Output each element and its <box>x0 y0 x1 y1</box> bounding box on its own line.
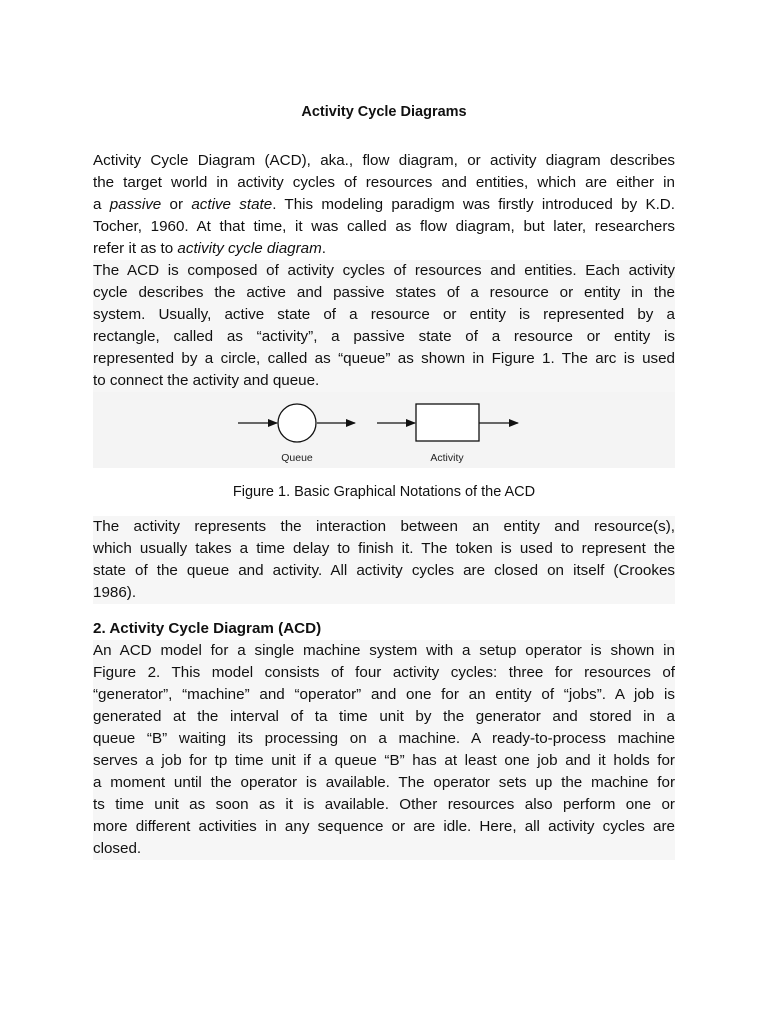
text-line: serves a job for tp time unit if a queue “B” has at least one job and it holds for <box>93 752 675 769</box>
paragraph-acd-model <box>93 640 675 860</box>
acd-notation-diagram <box>93 392 675 468</box>
text-line: refer it as to activity cycle diagram. <box>93 240 326 257</box>
text-line: cycle describes the active and passive states of a resource or entity in the <box>93 284 675 301</box>
text-line: which usually takes a time delay to finish it. The token is used to represent the <box>93 540 675 557</box>
text-line: 1986). <box>93 584 137 601</box>
activity-label: Activity <box>430 452 464 464</box>
text-line: Activity Cycle Diagram (ACD), aka., flow diagram, or activity diagram describes <box>93 152 675 169</box>
text-line: ts time unit as soon as it is available. Other resources also perform one or <box>93 796 675 813</box>
text-line: generated at the interval of ta time unit by the generator and stored in a <box>93 708 675 725</box>
activity-rectangle <box>416 404 479 441</box>
text-line: system. Usually, active state of a resource or entity is represented by a <box>93 306 675 323</box>
section-heading: 2. Activity Cycle Diagram (ACD) <box>93 620 322 637</box>
text-line: “generator”, “machine” and “operator” and one for an entity of “jobs”. A job is <box>93 686 675 703</box>
figure-1 <box>93 392 675 468</box>
page-title: Activity Cycle Diagrams <box>301 104 467 120</box>
text-line: state of the queue and activity. All activity cycles are closed on itself (Crookes <box>93 562 675 579</box>
text-line: rectangle, called as “activity”, a passive state of a resource or entity is <box>93 328 675 345</box>
text-line: to connect the activity and queue. <box>93 372 320 389</box>
text-line: The activity represents the interaction between an entity and resource(s), <box>93 518 675 535</box>
text-line: closed. <box>93 840 142 857</box>
text-line: The ACD is composed of activity cycles of resources and entities. Each activity <box>93 262 675 279</box>
figure-caption: Figure 1. Basic Graphical Notations of the ACD <box>232 484 536 500</box>
queue-label: Queue <box>281 452 313 464</box>
paragraph-activity <box>93 516 675 604</box>
text-line: more different activities in any sequence or are idle. Here, all activity cycles are <box>93 818 675 835</box>
text-line: Figure 2. This model consists of four activity cycles: three for resources of <box>93 664 675 681</box>
text-line: Tocher, 1960. At that time, it was called as flow diagram, but later, researchers <box>93 218 675 235</box>
paragraph-intro <box>93 150 675 260</box>
text-line: queue “B” waiting its processing on a machine. A ready-to-process machine <box>93 730 675 747</box>
text-line: the target world in activity cycles of resources and entities, which are either in <box>93 174 675 191</box>
paragraph-composition <box>93 260 675 392</box>
text-line: a passive or active state. This modeling paradigm was firstly introduced by K.D. <box>93 196 675 213</box>
queue-circle <box>278 404 316 442</box>
text-line: a moment until the operator is available. The operator sets up the machine for <box>93 774 675 791</box>
text-line: represented by a circle, called as “queue” as shown in Figure 1. The arc is used <box>93 350 675 367</box>
text-line: An ACD model for a single machine system with a setup operator is shown in <box>93 642 675 659</box>
